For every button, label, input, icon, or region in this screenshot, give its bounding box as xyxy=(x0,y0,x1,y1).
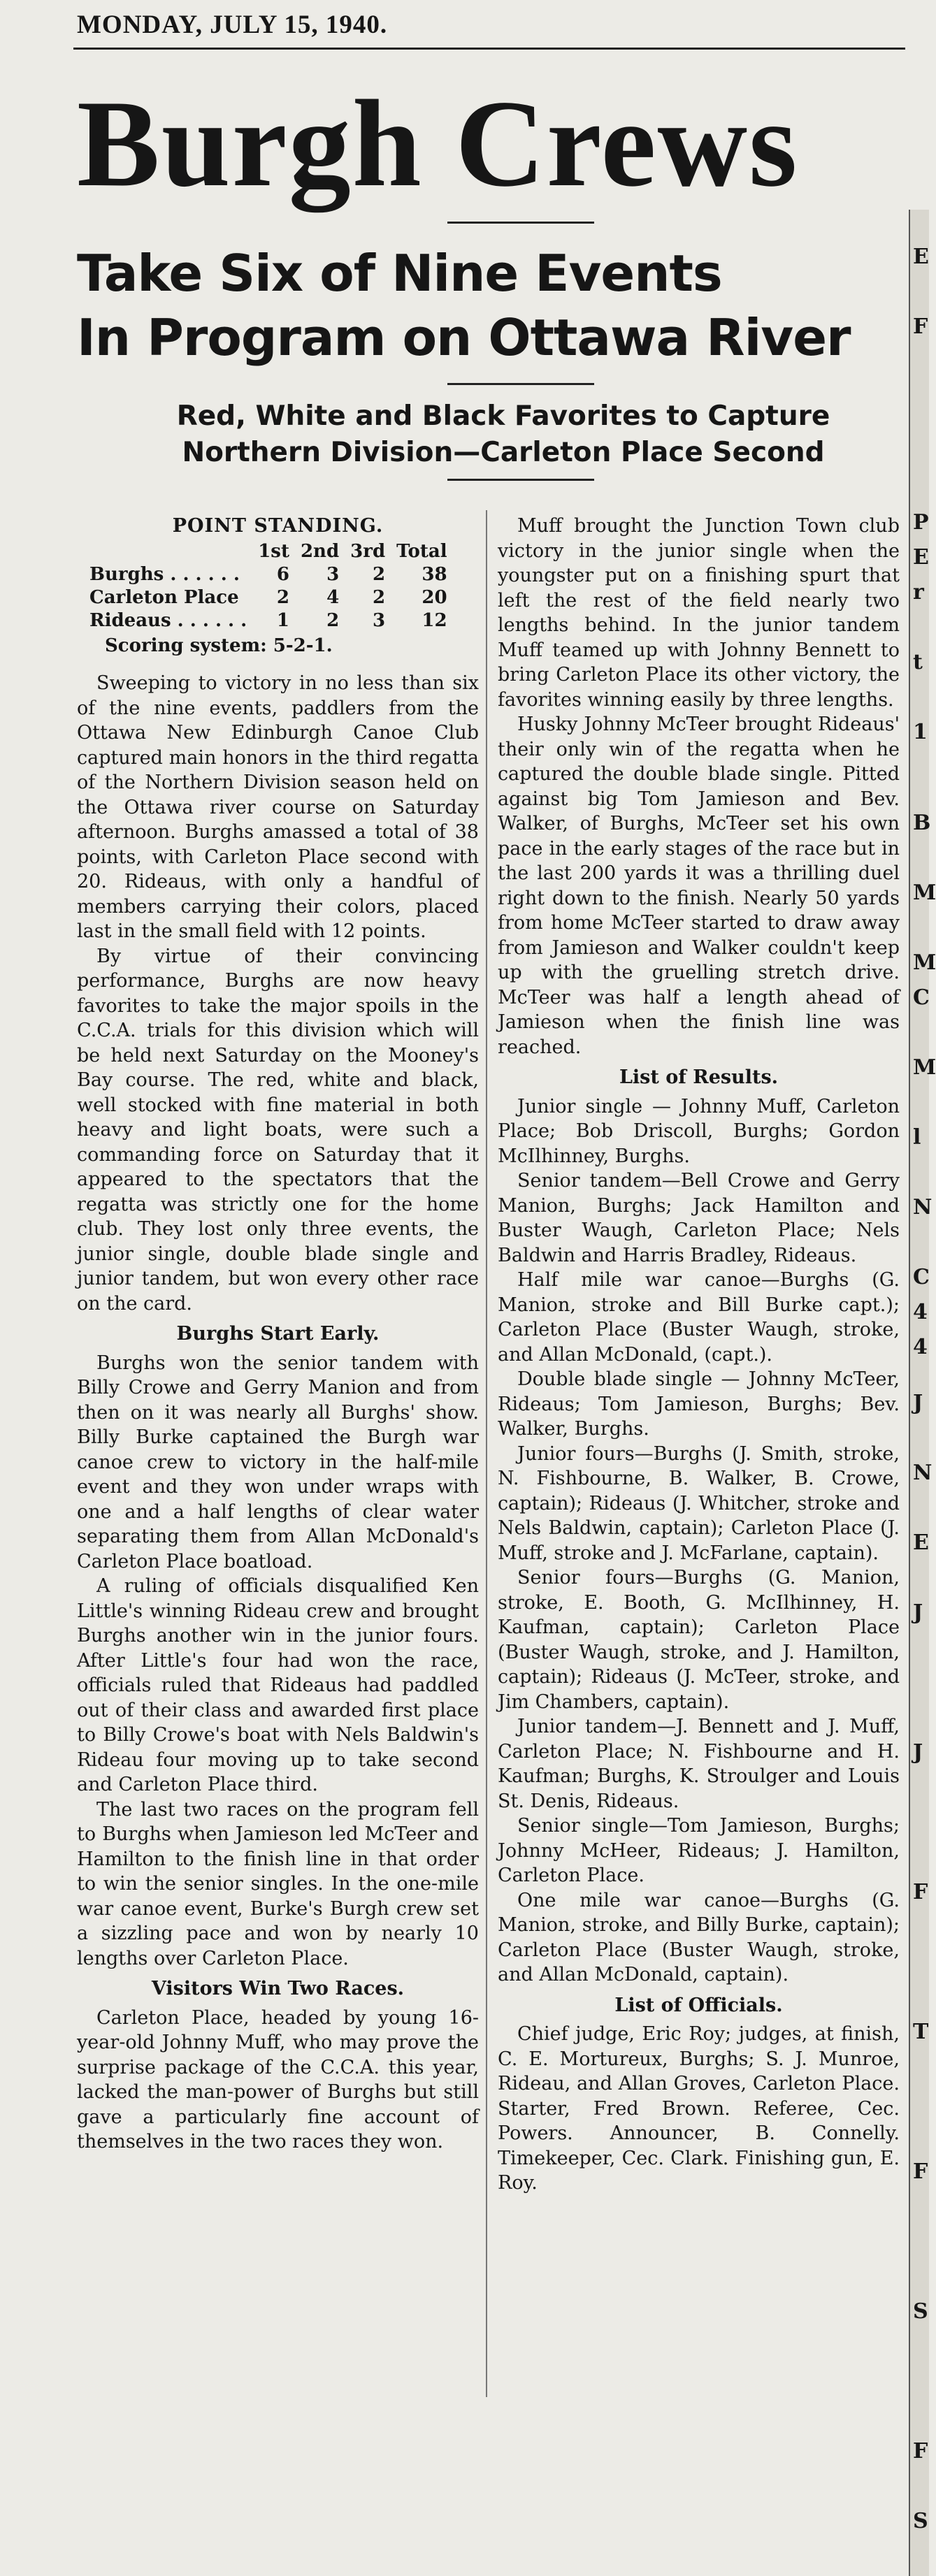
edge-letter: P xyxy=(913,510,929,535)
result-entry: Senior fours—Burghs (G. Manion, stroke, E. Booth, G. McIlhinney, H. Kaufman, captain); Carleton Place (Buster Waugh, stroke, and J. Hamilton, captain); Rideaus (J. McTeer, stroke, and Jim Chambers, captain). xyxy=(498,1567,900,1713)
point-standing-table xyxy=(84,540,453,632)
edge-letter: 4 xyxy=(913,1300,928,1324)
edge-letter: S xyxy=(913,2509,928,2533)
table-cell: 3 xyxy=(326,563,340,585)
article-paragraph: Muff brought the Junction Town club victory in the junior single when the youngster put on a finishing spurt that left the rest of the field nearly two lengths behind. In the junior tandem Muff teamed up with Johnny Bennett to bring Carleton Place its other victory, the favorites winning easily by three lengths. xyxy=(498,515,900,711)
right-column xyxy=(498,514,900,2196)
edge-letter: B xyxy=(913,811,931,835)
table-cell: 4 xyxy=(326,586,340,608)
edge-letter: C xyxy=(913,985,930,1010)
table-cell: 1 xyxy=(276,609,289,631)
article-paragraph: Carleton Place, headed by young 16-year-old Johnny Muff, who may prove the surprise package of the C.C.A. this year, lacked the man-power of Burghs but still gave a particularly fine account of themselves in the two races they won. xyxy=(77,2006,479,2152)
edge-letter: r xyxy=(913,580,924,605)
edge-letter: J xyxy=(913,1391,923,1415)
edge-letter: S xyxy=(913,2299,928,2324)
result-entry: Senior single—Tom Jamieson, Burghs; Johnny McHeer, Rideaus; J. Hamilton, Carleton Place. xyxy=(498,1815,900,1886)
edge-letter: N xyxy=(913,1195,933,1220)
officials-entry: Chief judge, Eric Roy; judges, at finish, C. E. Mortureux, Burghs; S. J. Munroe, Rideau, and Allan Groves, Carleton Place. Starter, Fred Brown. Referee, Cec. Powers. Announcer, B. Connelly. Timekeeper, Cec. Clark. Finishing gun, E. Roy. xyxy=(498,2023,900,2194)
table-cell: 12 xyxy=(422,609,447,631)
table-cell: 2 xyxy=(326,609,340,631)
table-header: 1st xyxy=(258,540,289,562)
table-cell: 2 xyxy=(276,586,289,608)
edge-letter: J xyxy=(913,1740,923,1765)
table-row xyxy=(84,609,453,632)
divider-rule xyxy=(447,222,594,224)
result-entry: Half mile war canoe—Burghs (G. Manion, stroke and Bill Burke capt.); Carleton Place (Buster Waugh, stroke, and Allan McDonald, (capt.). xyxy=(498,1269,900,1366)
result-entry: Senior tandem—Bell Crowe and Gerry Manion, Burghs; Jack Hamilton and Buster Waugh, Carleton Place; Nels Baldwin and Harris Bradley, Rideaus. xyxy=(498,1170,900,1266)
article-paragraph: A ruling of officials disqualified Ken Little's winning Rideau crew and brought Burghs another win in the junior fours. After Little's four had won the race, officials ruled that Rideaus had paddled out of their class and awarded first place to Billy Crowe's boat with Nels Baldwin's Rideau four moving up to take second and Carleton Place third. xyxy=(77,1575,479,1795)
edge-letter: M xyxy=(913,950,936,975)
edge-letter: E xyxy=(913,545,929,570)
edge-letter: F xyxy=(913,2159,928,2184)
divider-rule xyxy=(447,479,594,481)
section-subhead: Burghs Start Early. xyxy=(176,1323,380,1345)
deck-line-2: Northern Division—Carleton Place Second xyxy=(182,437,825,468)
team-name: Carleton Place xyxy=(89,586,239,608)
table-header-row xyxy=(84,540,453,563)
section-subhead: List of Results. xyxy=(619,1066,779,1088)
table-cell: 3 xyxy=(373,609,386,631)
section-subhead: List of Officials. xyxy=(614,1994,783,2016)
dateline: MONDAY, JULY 15, 1940. xyxy=(77,10,388,39)
adjacent-column-strip xyxy=(909,210,936,2576)
top-rule xyxy=(73,48,905,50)
edge-letter: T xyxy=(913,2020,929,2044)
table-header xyxy=(84,540,252,563)
edge-letter: F xyxy=(913,1880,928,1904)
table-cell: 6 xyxy=(276,563,289,585)
edge-letter: 1 xyxy=(913,720,928,744)
table-cell: 2 xyxy=(373,563,386,585)
edge-letter: l xyxy=(913,1125,921,1150)
headline: Burgh Crews xyxy=(77,74,799,212)
table-header: Total xyxy=(396,540,447,562)
table-cell: 2 xyxy=(373,586,386,608)
edge-letter: N xyxy=(913,1461,933,1485)
deck-line-1: Red, White and Black Favorites to Capture xyxy=(176,400,830,432)
edge-letter: M xyxy=(913,1055,936,1080)
subhead-line-1: Take Six of Nine Events xyxy=(77,244,722,303)
deck xyxy=(126,398,881,471)
result-entry: Junior single — Johnny Muff, Carleton Place; Bob Driscoll, Burghs; Gordon McIlhinney, Burghs. xyxy=(498,1095,900,1167)
edge-letter: E xyxy=(913,245,929,269)
article-paragraph: Husky Johnny McTeer brought Rideaus' their only win of the regatta when he captured the double blade single. Pitted against big Tom Jamieson and Bev. Walker, of Burghs, McTeer set his own pace in the early stages of the race but in the last 200 yards it was a thrilling duel right down to the finish. Nearly 50 yards from home McTeer started to draw away from Jamieson and Walker couldn't keep up with the gruelling stretch drive. McTeer was half a length ahead of Jamieson when the finish line was reached. xyxy=(498,714,900,1058)
edge-letter: E xyxy=(913,1531,929,1555)
edge-letter: J xyxy=(913,1600,923,1625)
table-row xyxy=(84,586,453,609)
section-subhead: Visitors Win Two Races. xyxy=(151,1978,405,1999)
point-standing-title: POINT STANDING. xyxy=(172,515,384,537)
team-name: Rideaus . . . . . . xyxy=(89,609,247,631)
table-cell: 20 xyxy=(422,586,447,608)
result-entry: One mile war canoe—Burghs (G. Manion, stroke, and Billy Burke, captain); Carleton Place (Buster Waugh, stroke, and Allan McDonald, captain). xyxy=(498,1889,900,1985)
article-paragraph: By virtue of their convincing performance, Burghs are now heavy favorites to take the major spoils in the C.C.A. trials for this division which will be held next Saturday on the Mooney's Bay course. The red, white and black, well stocked with fine material in both heavy and light boats, were such a commanding force on Saturday that it appeared to the spectators that the regatta was strictly one for the home club. They lost only three events, the junior single, double blade single and junior tandem, but won every other race on the card. xyxy=(77,945,479,1315)
article-paragraph: The last two races on the program fell to Burghs when Jamieson led McTeer and Hamilton to the finish line in that order to win the senior singles. In the one-mile war canoe event, Burke's Burgh crew set a sizzling pace and won by nearly 10 lengths over Carleton Place. xyxy=(77,1798,479,1969)
subhead-line-2: In Program on Ottawa River xyxy=(77,308,851,367)
edge-letter: 4 xyxy=(913,1335,928,1359)
result-entry: Junior tandem—J. Bennett and J. Muff, Carleton Place; N. Fishbourne and H. Kaufman; Burghs, K. Stroulger and Louis St. Denis, Rideaus. xyxy=(498,1716,900,1812)
edge-letter: t xyxy=(913,650,923,674)
article-paragraph: Sweeping to victory in no less than six of the nine events, paddlers from the Ottawa New Edinburgh Canoe Club captured main honors in the third regatta of the Northern Division season held on the Ottawa river course on Saturday afternoon. Burghs amassed a total of 38 points, with Carleton Place second with 20. Rideaus, with only a handful of members carrying their colors, placed last in the small field with 12 points. xyxy=(77,672,479,942)
edge-letter: F xyxy=(913,2439,928,2463)
article-paragraph: Burghs won the senior tandem with Billy Crowe and Gerry Manion and from then on it was nearly all Burghs' show. Billy Burke captained the Burgh war canoe crew to victory in the half-mile event and they won under wraps with one and a half lengths of clear water separating them from Allan McDonald's Carleton Place boatload. xyxy=(77,1352,479,1572)
divider-rule xyxy=(447,383,594,385)
left-column xyxy=(77,514,479,2155)
result-entry: Junior fours—Burghs (J. Smith, stroke, N. Fishbourne, B. Walker, B. Crowe, captain); Rideaus (J. Whitcher, stroke and Nels Baldwin, captain); Carleton Place (J. Muff, stroke and J. McFarlane, captain). xyxy=(498,1442,900,1564)
edge-letter: M xyxy=(913,881,936,905)
table-header: 3rd xyxy=(350,540,386,562)
column-separator xyxy=(486,510,487,2397)
scoring-system: Scoring system: 5-2-1. xyxy=(105,635,333,656)
table-header: 2nd xyxy=(300,540,340,562)
edge-letter: F xyxy=(913,314,928,339)
subheadline xyxy=(77,241,895,370)
team-name: Burghs . . . . . . xyxy=(89,563,240,585)
table-cell: 38 xyxy=(422,563,447,585)
edge-letter: C xyxy=(913,1265,930,1289)
result-entry: Double blade single — Johnny McTeer, Rideaus; Tom Jamieson, Burghs; Bev. Walker, Burghs. xyxy=(498,1368,900,1440)
table-row xyxy=(84,563,453,586)
